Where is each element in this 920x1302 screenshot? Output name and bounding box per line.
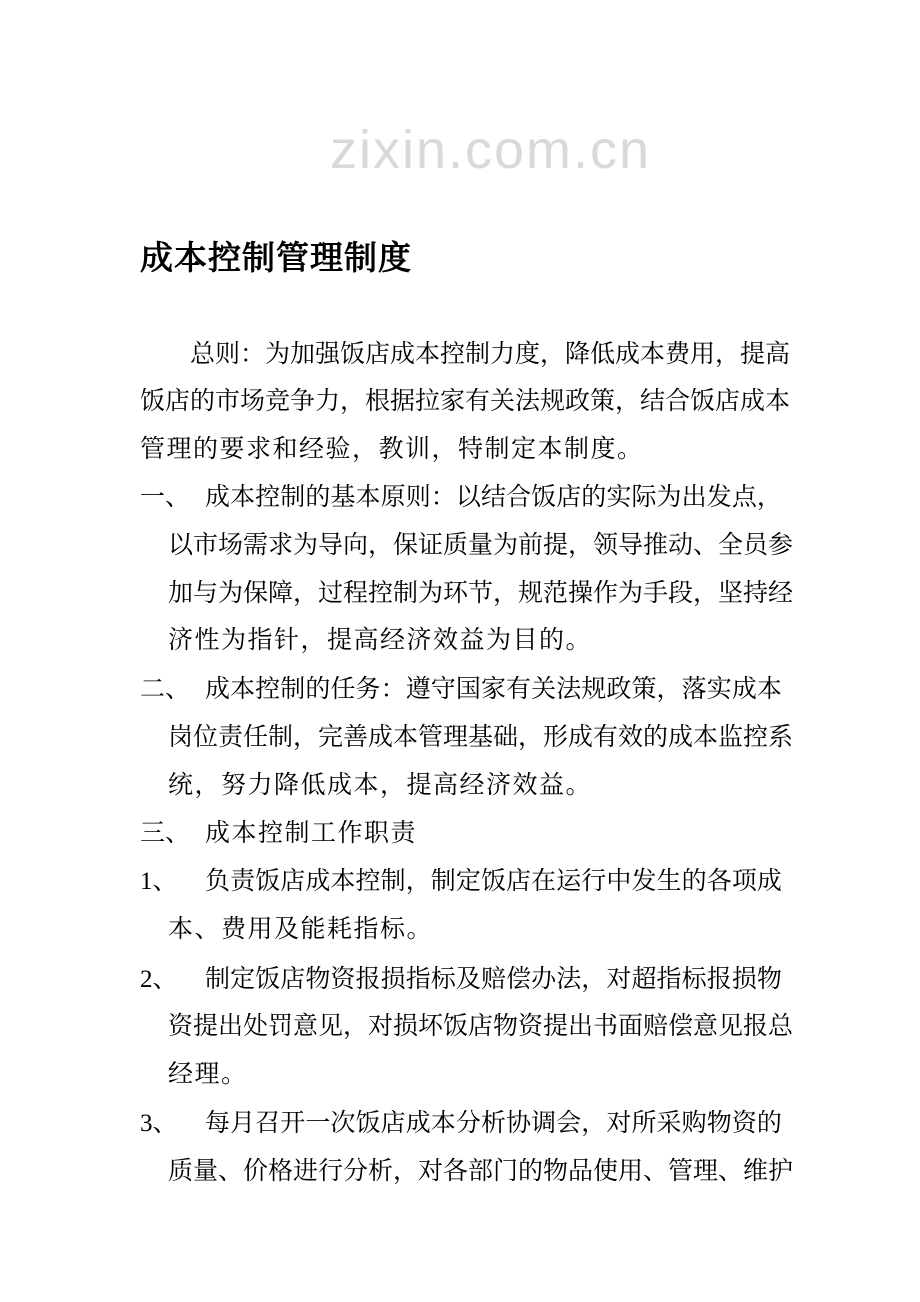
section-line: 济性为指针，提高经济效益为目的。 [168,627,593,654]
item-line: 质量、价格进行分析，对各部门的物品使用、管理、维护 [168,1158,794,1185]
item-marker: 1、 [140,868,178,895]
item-line: 本、费用及能耗指标。 [168,916,434,943]
section-line: 成本控制的任务：遵守国家有关法规政策，落实成本 [205,676,782,703]
item-line: 经理。 [168,1061,248,1088]
section-line: 成本控制的基本原则：以结合饭店的实际为出发点， [205,484,782,511]
section-marker: 三、 [140,820,191,847]
section-marker: 二、 [140,676,191,703]
general-line: 饭店的市场竞争力，根据拉家有关法规政策，结合饭店成本 [140,388,791,415]
watermark: zixin.com.cn [330,120,652,180]
general-line: 管理的要求和经验，教训，特制定本制度。 [140,436,644,463]
section-line: 岗位责任制，完善成本管理基础，形成有效的成本监控系 [168,724,794,751]
section-line: 加与为保障，过程控制为环节，规范操作为手段，坚持经 [168,580,794,607]
item-marker: 2、 [140,966,178,993]
item-line: 负责饭店成本控制，制定饭店在运行中发生的各项成 [205,868,782,895]
general-line: 总则：为加强饭店成本控制力度，降低成本费用，提高 [190,341,791,368]
section-line: 成本控制工作职责 [205,820,418,847]
item-marker: 3、 [140,1110,178,1137]
section-marker: 一、 [140,484,191,511]
section-line: 以市场需求为导向，保证质量为前提，领导推动、全员参 [168,532,794,559]
item-line: 每月召开一次饭店成本分析协调会，对所采购物资的 [205,1110,782,1137]
document-title: 成本控制管理制度 [140,239,412,276]
item-line: 资提出处罚意见，对损坏饭店物资提出书面赔偿意见报总 [168,1013,794,1040]
item-line: 制定饭店物资报损指标及赔偿办法，对超指标报损物 [205,966,782,993]
section-line: 统，努力降低成本，提高经济效益。 [168,772,593,799]
